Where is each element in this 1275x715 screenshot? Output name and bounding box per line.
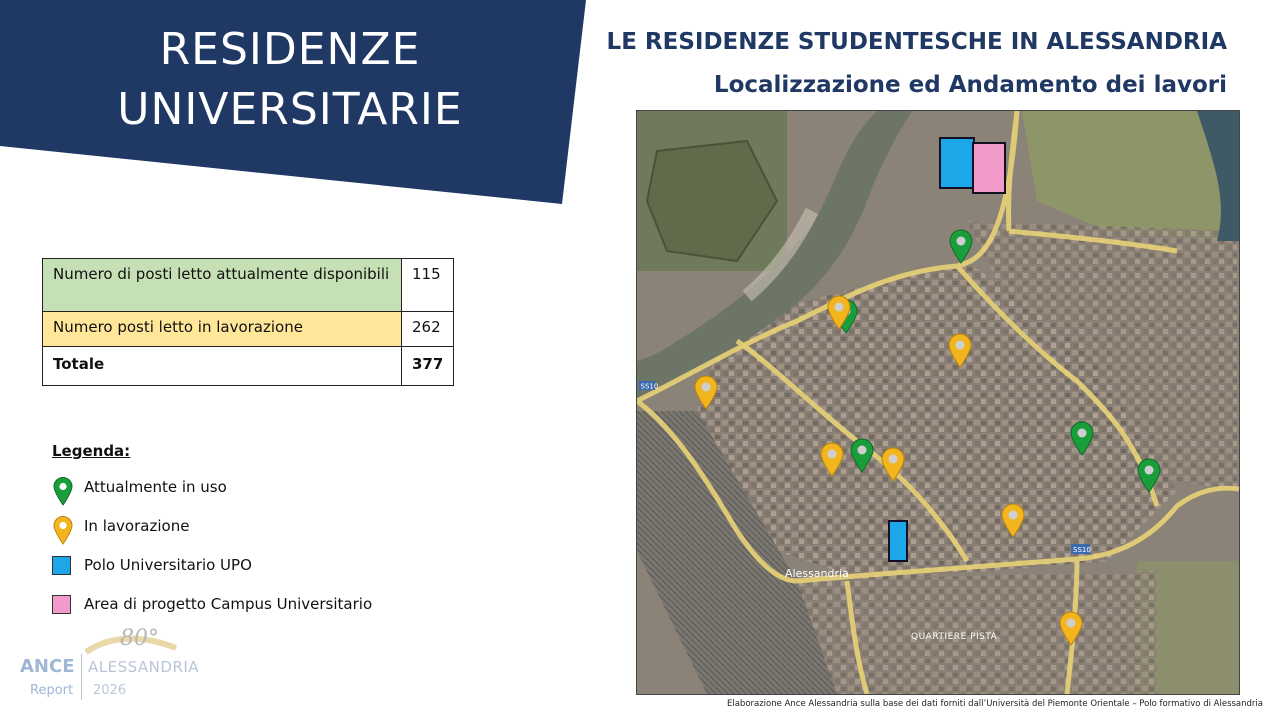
map-legend [52, 442, 373, 632]
table-cell-value: 115 [402, 259, 454, 312]
legend-label: Attualmente in uso [84, 478, 227, 496]
legend-label: Polo Universitario UPO [84, 556, 252, 574]
logo-divider [81, 654, 82, 700]
legend-item-in-use [52, 476, 227, 515]
table-cell-label: Totale [43, 347, 402, 386]
road-shield-east [1071, 544, 1091, 554]
blue-square-icon [52, 556, 71, 575]
legend-title: Legenda: [52, 442, 131, 460]
source-credit: Elaborazione Ance Alessandria sulla base dei dati forniti dall’Università del Piemonte Orientale – Polo formativo di Alessandria [726, 699, 1263, 709]
logo-city: ALESSANDRIA [88, 658, 200, 676]
road-shield-west [639, 381, 658, 391]
svg-text:SS10: SS10 [1073, 546, 1091, 554]
table-cell-label: Numero di posti letto attualmente disponibili [43, 259, 402, 312]
map-label-city: Alessandria [785, 567, 849, 580]
legend-item-in-progress [52, 515, 190, 554]
upo-area-north[interactable] [940, 138, 974, 188]
satellite-map[interactable] [636, 110, 1240, 695]
legend-label: In lavorazione [84, 517, 190, 535]
map-subheading: Localizzazione ed Andamento dei lavori [713, 72, 1227, 98]
map-label-district: QUARTIERE PISTA [911, 632, 998, 642]
table-row-available [43, 259, 454, 312]
logo-report: Report [30, 683, 74, 698]
table-cell-value: 377 [402, 347, 454, 386]
ance-logo [18, 622, 198, 702]
table-row-total [43, 347, 454, 386]
map-canvas [637, 111, 1239, 694]
map-heading: LE RESIDENZE STUDENTESCHE IN ALESSANDRIA [606, 29, 1227, 55]
logo-brand: ANCE [20, 656, 75, 677]
legend-label: Area di progetto Campus Universitario [84, 595, 373, 613]
upo-area-centre[interactable] [889, 521, 907, 561]
pink-square-icon [52, 595, 71, 614]
title-line-1: RESIDENZE [159, 24, 421, 75]
table-cell-value: 262 [402, 312, 454, 347]
logo-year: 2026 [93, 683, 127, 698]
legend-item-upo [52, 554, 252, 593]
page-title [60, 20, 520, 140]
green-pin-icon [52, 476, 74, 506]
logo-anniversary: 80° [120, 626, 159, 651]
yellow-pin-icon [52, 515, 74, 545]
table-cell-label: Numero posti letto in lavorazione [43, 312, 402, 347]
title-line-2: UNIVERSITARIE [117, 84, 463, 135]
beds-summary-table [42, 258, 454, 386]
table-row-in-progress [43, 312, 454, 347]
title-banner [0, 0, 590, 210]
svg-text:SS10: SS10 [640, 382, 659, 391]
campus-project-area[interactable] [973, 143, 1005, 193]
